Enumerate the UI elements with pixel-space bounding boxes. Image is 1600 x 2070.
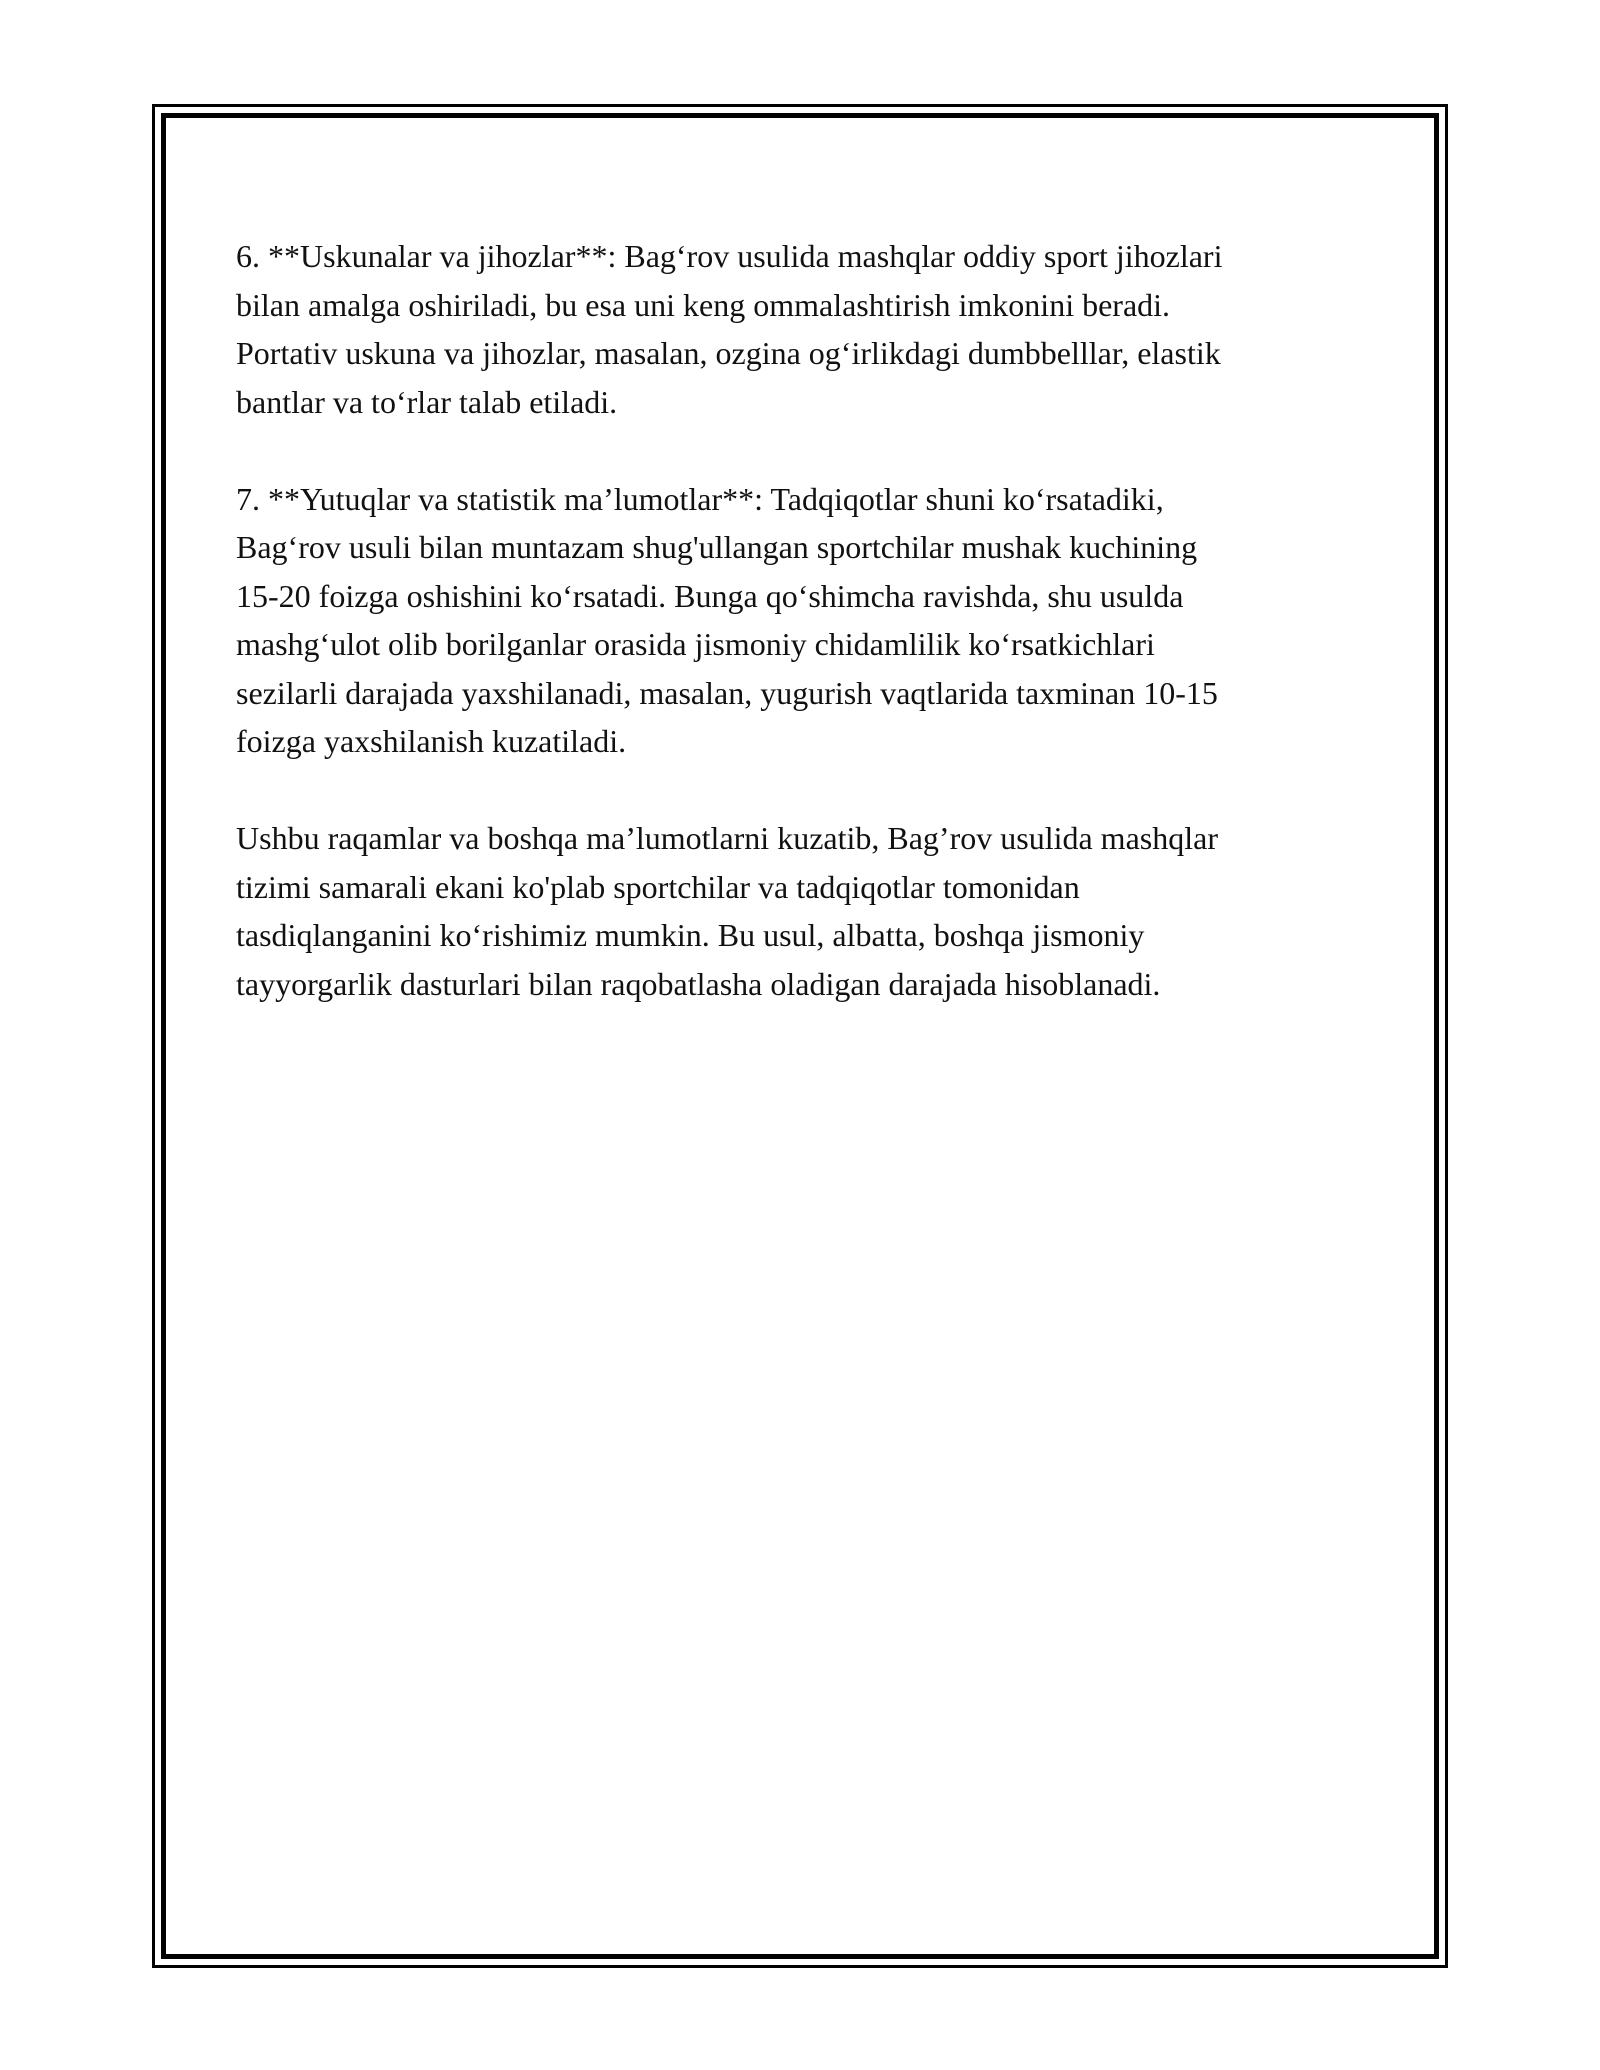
- paragraph-achievements: 7. **Yutuqlar va statistik ma’lumotlar**: Tadqiqotlar shuni ko‘rsatadiki, Bag‘rov usuli bilan muntazam shug'ullangan sportchilar mushak kuchining 15-20 foizga oshishini ko‘rsatadi. Bunga qo‘shimcha ravishda, shu usulda mashg‘ulot olib borilganlar orasida jismoniy chidamlilik ko‘rsatkichlari sezilarli darajada yaxshilanadi, masalan, yugurish vaqtlarida taxminan 10-15 foizga yaxshilanish kuzatiladi.: [236, 480, 1218, 759]
- paragraph-equipment: 6. **Uskunalar va jihozlar**: Bag‘rov usulida mashqlar oddiy sport jihozlari bilan amalga oshiriladi, bu esa uni keng ommalashtirish imkonini beradi. Portativ uskuna va jihozlar, masalan, ozgina og‘irlikdagi dumbbelllar, elastik bantlar va to‘rlar talab etiladi.: [236, 238, 1223, 420]
- paragraph-conclusion: Ushbu raqamlar va boshqa ma’lumotlarni kuzatib, Bag’rov usulida mashqlar tizimi samarali ekani ko'plab sportchilar va tadqiqotlar tomonidan tasdiqlanganini ko‘rishimiz mumkin. Bu usul, albatta, boshqa jismoniy tayyorgarlik dasturlari bilan raqobatlasha oladigan darajada hisoblanadi.: [236, 820, 1218, 1002]
- document-body: [236, 232, 1386, 1057]
